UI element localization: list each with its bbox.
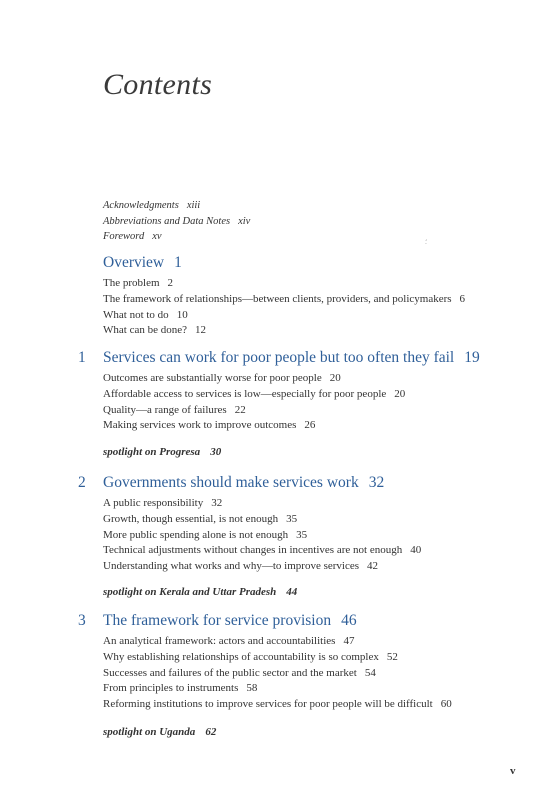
entry-label: From principles to instruments bbox=[103, 682, 239, 695]
entry-page: 32 bbox=[211, 497, 223, 509]
heading-label: Services can work for poor people but too often they fail bbox=[103, 349, 455, 366]
chapter-number: 2 bbox=[78, 474, 86, 491]
section-items bbox=[103, 496, 550, 575]
toc-entry bbox=[103, 681, 550, 697]
toc-entry bbox=[103, 292, 550, 308]
entry-label: Successes and failures of the public sector and the market bbox=[103, 666, 357, 679]
toc-entry bbox=[103, 387, 550, 403]
entry-page: 54 bbox=[364, 666, 376, 679]
toc-entry bbox=[103, 650, 550, 666]
entry-page: 6 bbox=[459, 292, 466, 305]
heading-label: Overview bbox=[103, 254, 165, 271]
entry-label: What not to do bbox=[103, 308, 169, 321]
entry-label: Reforming institutions to improve services for poor people will be difficult bbox=[103, 698, 433, 711]
toc-entry bbox=[103, 512, 550, 528]
toc-entry bbox=[103, 308, 550, 324]
entry-label: A public responsibility bbox=[103, 497, 204, 509]
entry-page: 35 bbox=[286, 512, 298, 525]
section-chapter-2 bbox=[0, 474, 550, 575]
heading-page: 19 bbox=[464, 349, 480, 366]
spotlight-page: 30 bbox=[210, 446, 222, 458]
heading-page: 46 bbox=[341, 612, 357, 629]
section-items bbox=[103, 371, 550, 434]
section-items bbox=[103, 276, 550, 339]
heading-label: Governments should make services work bbox=[103, 474, 359, 491]
section-overview bbox=[0, 254, 550, 339]
heading-page: 32 bbox=[368, 474, 385, 491]
chapter-number: 1 bbox=[78, 349, 86, 366]
section-heading bbox=[0, 474, 550, 496]
toc-entry bbox=[103, 323, 550, 339]
entry-label: Growth, though essential, is not enough bbox=[103, 512, 279, 525]
entry-page: 52 bbox=[386, 650, 398, 663]
spotlight-page: 44 bbox=[286, 586, 298, 598]
entry-page: 12 bbox=[194, 324, 206, 337]
toc-entry bbox=[103, 634, 550, 650]
entry-page: 2 bbox=[167, 277, 174, 289]
entry-label: More public spending alone is not enough bbox=[103, 528, 289, 541]
toc-entry bbox=[103, 418, 550, 434]
page-title: Contents bbox=[103, 68, 213, 101]
entry-label: Abbreviations and Data Notes bbox=[103, 215, 231, 227]
section-heading bbox=[0, 349, 550, 371]
entry-page: xv bbox=[152, 231, 162, 242]
entry-label: Affordable access to services is low—especially for poor people bbox=[103, 387, 387, 400]
section-items bbox=[103, 634, 550, 713]
entry-label: Outcomes are substantially worse for poor people bbox=[103, 372, 322, 384]
entry-label: The framework of relationships—between clients, providers, and policymakers bbox=[103, 292, 452, 305]
entry-label: Understanding what works and why—to improve services bbox=[103, 560, 360, 573]
entry-page: 22 bbox=[234, 403, 246, 416]
entry-page: 58 bbox=[246, 682, 258, 695]
entry-page: xiii bbox=[186, 200, 201, 211]
entry-page: 35 bbox=[296, 528, 308, 541]
entry-label: Making services work to improve outcomes bbox=[103, 419, 297, 432]
entry-label: Why establishing relationships of accountability is so complex bbox=[103, 650, 379, 663]
toc-entry bbox=[103, 276, 550, 292]
toc-entry bbox=[103, 496, 550, 512]
heading-label: The framework for service provision bbox=[103, 612, 332, 629]
page-number: v bbox=[510, 765, 516, 777]
entry-page: 20 bbox=[394, 387, 406, 400]
heading-page: 1 bbox=[174, 254, 182, 271]
entry-page: 40 bbox=[410, 544, 422, 557]
toc-entry bbox=[103, 403, 550, 419]
section-chapter-3 bbox=[0, 612, 550, 713]
scan-speck: ⸵ bbox=[425, 238, 427, 246]
entry-page: 60 bbox=[440, 698, 452, 711]
spotlight-label: spotlight on Kerala and Uttar Pradesh bbox=[103, 586, 277, 598]
entry-label: Quality—a range of failures bbox=[103, 403, 227, 416]
entry-label: Foreword bbox=[103, 231, 145, 242]
section-heading bbox=[0, 254, 550, 276]
entry-label: Technical adjustments without changes in incentives are not enough bbox=[103, 544, 403, 557]
front-matter-item bbox=[103, 214, 250, 230]
entry-page: 26 bbox=[304, 419, 316, 432]
toc-entry bbox=[103, 543, 550, 559]
spotlight-page: 62 bbox=[205, 726, 217, 738]
section-heading bbox=[0, 612, 550, 634]
toc-entry bbox=[103, 559, 550, 575]
toc-entry bbox=[103, 666, 550, 682]
spotlight-entry bbox=[103, 586, 297, 598]
entry-page: 42 bbox=[367, 560, 379, 573]
entry-page: xiv bbox=[238, 215, 251, 227]
entry-page: 10 bbox=[176, 308, 188, 321]
front-matter-item bbox=[103, 229, 250, 245]
section-chapter-1 bbox=[0, 349, 550, 434]
entry-label: An analytical framework: actors and accountabilities bbox=[103, 635, 336, 647]
entry-page: 47 bbox=[343, 635, 355, 647]
entry-page: 20 bbox=[329, 372, 341, 384]
toc-entry bbox=[103, 528, 550, 544]
chapter-number: 3 bbox=[78, 612, 86, 629]
spotlight-label: spotlight on Uganda bbox=[103, 726, 196, 738]
spotlight-entry bbox=[103, 446, 221, 458]
front-matter-item bbox=[103, 198, 250, 214]
entry-label: What can be done? bbox=[103, 324, 187, 337]
toc-entry bbox=[103, 371, 550, 387]
front-matter bbox=[103, 198, 250, 245]
entry-label: Acknowledgments bbox=[103, 200, 179, 211]
spotlight-label: spotlight on Progresa bbox=[103, 446, 201, 458]
spotlight-entry bbox=[103, 726, 216, 738]
toc-entry bbox=[103, 697, 550, 713]
entry-label: The problem bbox=[103, 277, 160, 289]
